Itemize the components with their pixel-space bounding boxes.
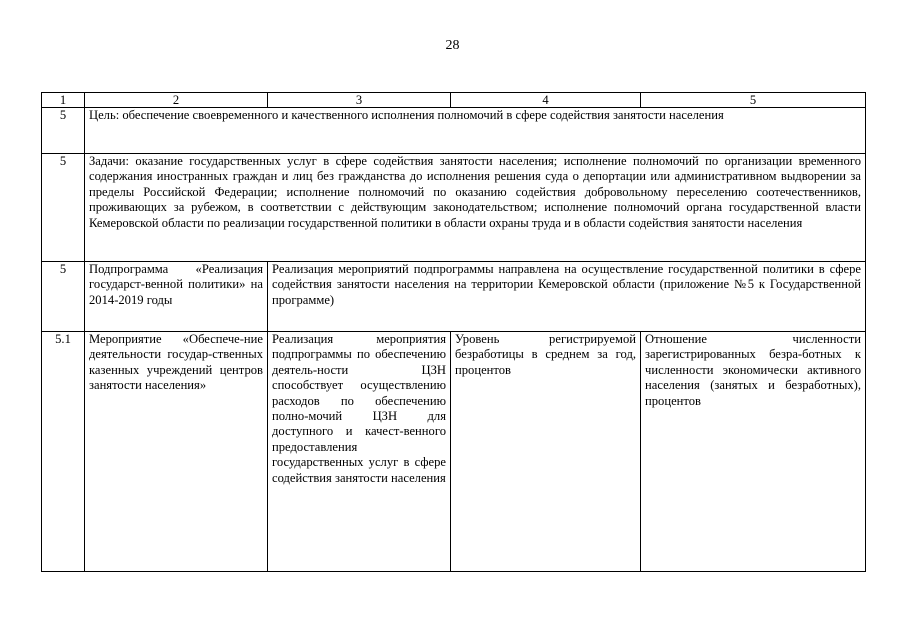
column-number-2: 2 <box>85 93 268 108</box>
table-row-subprogram <box>42 262 866 332</box>
row-number: 5 <box>42 262 85 332</box>
column-number-1: 1 <box>42 93 85 108</box>
column-number-3: 3 <box>268 93 451 108</box>
row-number: 5.1 <box>42 332 85 572</box>
table-row-activity <box>42 332 866 572</box>
activity-formula: Отношение численности зарегистрированных безра-ботных к численности экономически активного населения (занятых и безработных), процентов <box>641 332 866 572</box>
table-row-goal <box>42 108 866 154</box>
row-number: 5 <box>42 108 85 154</box>
program-table <box>41 92 866 572</box>
goal-text: Цель: обеспечение своевременного и качественного исполнения полномочий в сфере содействия занятости населения <box>85 108 866 154</box>
subprogram-description: Реализация мероприятий подпрограммы направлена на осуществление государственной политики в сфере содействия занятости населения на территории Кемеровской области (приложение №5 к Государственной программе) <box>268 262 866 332</box>
subprogram-name: Подпрограмма «Реализация государст-венной политики» на 2014-2019 годы <box>85 262 268 332</box>
activity-name: Мероприятие «Обеспече-ние деятельности государ-ственных казенных учреждений центров занятости населения» <box>85 332 268 572</box>
activity-description: Реализация мероприятия подпрограммы по обеспечению деятель-ности ЦЗН способствует осуществлению расходов по обеспечению полно-мочий ЦЗН для доступного и качест-венного предоставления государственных услуг в сфере содействия занятости населения <box>268 332 451 572</box>
page-number: 28 <box>445 38 460 53</box>
table-header-row <box>42 93 866 108</box>
column-number-5: 5 <box>641 93 866 108</box>
row-number: 5 <box>42 154 85 262</box>
column-number-4: 4 <box>451 93 641 108</box>
activity-indicator: Уровень регистрируемой безработицы в среднем за год, процентов <box>451 332 641 572</box>
table-row-tasks <box>42 154 866 262</box>
tasks-text: Задачи: оказание государственных услуг в сфере содействия занятости населения; исполнение полномочий по организации временного содержания иностранных граждан и лиц без гражданства до исполнения решения суда о депортации или административном выдворении за пределы Российской Федерации; исполнение полномочий по оказанию содействия добровольному переселению соотечественников, проживающих за рубежом, в соответствии с действующим законодательством; исполнение полномочий органа государственной власти Кемеровской области по реализации государственной политики в области охраны труда и в области содействия занятости населения <box>85 154 866 262</box>
